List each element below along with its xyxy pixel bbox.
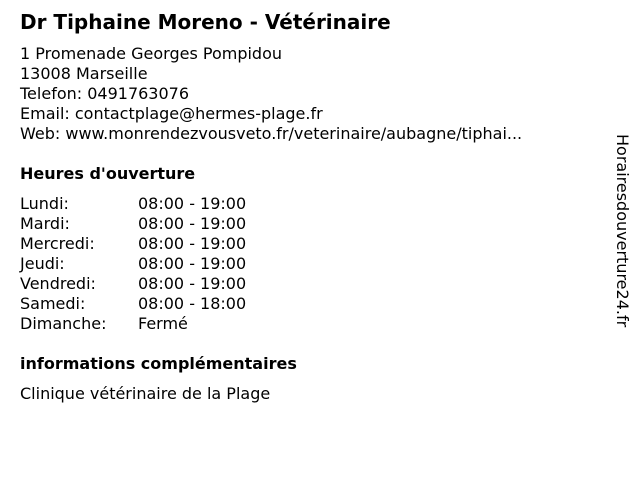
business-card <box>20 10 610 404</box>
address-block <box>20 44 610 144</box>
day-label: Samedi: <box>20 294 86 313</box>
day-label: Jeudi: <box>20 254 65 273</box>
day-time: 08:00 - 19:00 <box>138 254 247 273</box>
hours-row-wednesday <box>20 234 610 254</box>
day-time: 08:00 - 19:00 <box>138 274 247 293</box>
hours-row-tuesday <box>20 214 610 234</box>
day-time: 08:00 - 19:00 <box>138 234 247 253</box>
day-time: 08:00 - 19:00 <box>138 214 247 233</box>
hours-heading: Heures d'ouverture <box>20 164 196 183</box>
business-title: Dr Tiphaine Moreno - Vétérinaire <box>20 10 391 34</box>
day-time: 08:00 - 18:00 <box>138 294 247 313</box>
site-watermark-text: Horairesdouverture24.fr <box>613 134 632 328</box>
info-text: Clinique vétérinaire de la Plage <box>20 384 271 403</box>
hours-row-saturday <box>20 294 610 314</box>
street-address: 1 Promenade Georges Pompidou <box>20 44 282 63</box>
hours-table <box>20 194 610 334</box>
phone-line[interactable]: Telefon: 0491763076 <box>20 84 190 103</box>
day-time: 08:00 - 19:00 <box>138 194 247 213</box>
web-line[interactable]: Web: www.monrendezvousveto.fr/veterinaire/aubagne/tiphai... <box>20 124 523 143</box>
hours-row-monday <box>20 194 610 214</box>
day-label: Mardi: <box>20 214 70 233</box>
day-label: Lundi: <box>20 194 69 213</box>
hours-row-sunday <box>20 314 610 334</box>
hours-row-thursday <box>20 254 610 274</box>
day-label: Dimanche: <box>20 314 107 333</box>
info-heading: informations complémentaires <box>20 354 297 373</box>
day-label: Mercredi: <box>20 234 95 253</box>
day-time: Fermé <box>138 314 188 333</box>
hours-row-friday <box>20 274 610 294</box>
day-label: Vendredi: <box>20 274 96 293</box>
city-line: 13008 Marseille <box>20 64 148 83</box>
email-line[interactable]: Email: contactplage@hermes-plage.fr <box>20 104 323 123</box>
site-watermark <box>612 134 632 374</box>
